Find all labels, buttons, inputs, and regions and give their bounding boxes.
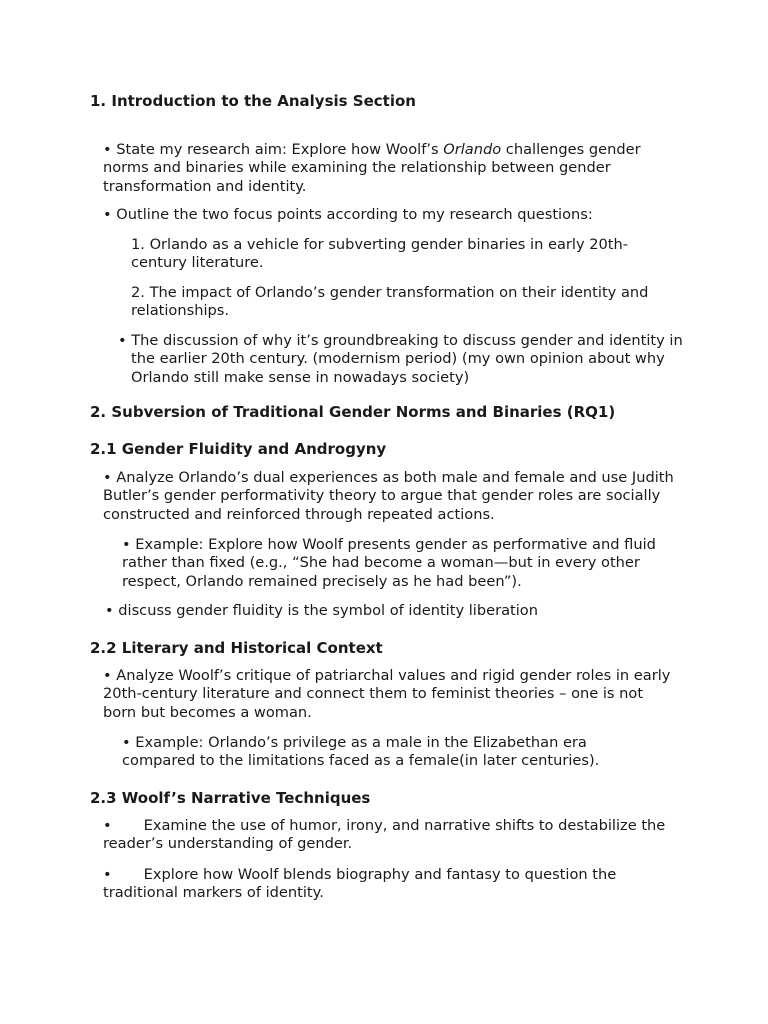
research-aim-lead: • State my research aim: Explore how Woolf’s xyxy=(103,141,444,158)
narrative-techniques-item-2 xyxy=(103,866,678,903)
bullet: • xyxy=(103,866,112,883)
section-2-3-heading: 2.3 Woolf’s Narrative Techniques xyxy=(90,789,371,807)
historical-context-analysis: • Analyze Woolf’s critique of patriarchal values and rigid gender roles in early 20th-century literature and connect them to feminist theories – one is not born but becomes a woman. xyxy=(103,667,671,721)
focus-point-1: 1. Orlando as a vehicle for subverting gender binaries in early 20th-century literature. xyxy=(131,236,629,272)
gender-fluidity-example: • Example: Explore how Woolf presents gender as performative and fluid rather than fixed (e.g., “She had become a woman—but in every other respect, Orlando remained precisely as he had been”). xyxy=(122,536,656,590)
research-aim-rest: challenges gender norms and binaries while examining the relationship between gender transformation and identity. xyxy=(103,141,641,195)
identity-liberation-note: • discuss gender fluidity is the symbol of identity liberation xyxy=(105,602,538,619)
historical-context-example: • Example: Orlando’s privilege as a male in the Elizabethan era compared to the limitations faced as a female(in later centuries). xyxy=(122,734,600,770)
bullet: • xyxy=(103,817,112,834)
research-aim-paragraph xyxy=(103,141,678,196)
section-1-heading: 1. Introduction to the Analysis Section xyxy=(90,92,416,110)
narrative-techniques-item-1 xyxy=(103,817,678,854)
section-2-2-heading: 2.2 Literary and Historical Context xyxy=(90,639,383,657)
gender-fluidity-analysis: • Analyze Orlando’s dual experiences as both male and female and use Judith Butler’s gender performativity theory to argue that gender roles are socially constructed and reinforced through repeated actions. xyxy=(103,469,674,523)
narrative-item-2-text: Explore how Woolf blends biography and fantasy to question the traditional markers of identity. xyxy=(103,866,617,902)
section-2-1-heading: 2.1 Gender Fluidity and Androgyny xyxy=(90,440,387,458)
orlando-title: Orlando xyxy=(443,141,502,158)
section-2-heading: 2. Subversion of Traditional Gender Norms and Binaries (RQ1) xyxy=(90,403,616,421)
focus-points-intro: • Outline the two focus points according to my research questions: xyxy=(103,206,593,223)
focus-point-2: 2. The impact of Orlando’s gender transformation on their identity and relationships. xyxy=(131,284,649,320)
narrative-item-1-text: Examine the use of humor, irony, and narrative shifts to destabilize the reader’s understanding of gender. xyxy=(103,817,666,853)
discussion-paragraph: • The discussion of why it’s groundbreaking to discuss gender and identity in the earlier 20th century. (modernism period) (my own opinion about why Orlando still make sense in nowadays society) xyxy=(118,332,683,386)
